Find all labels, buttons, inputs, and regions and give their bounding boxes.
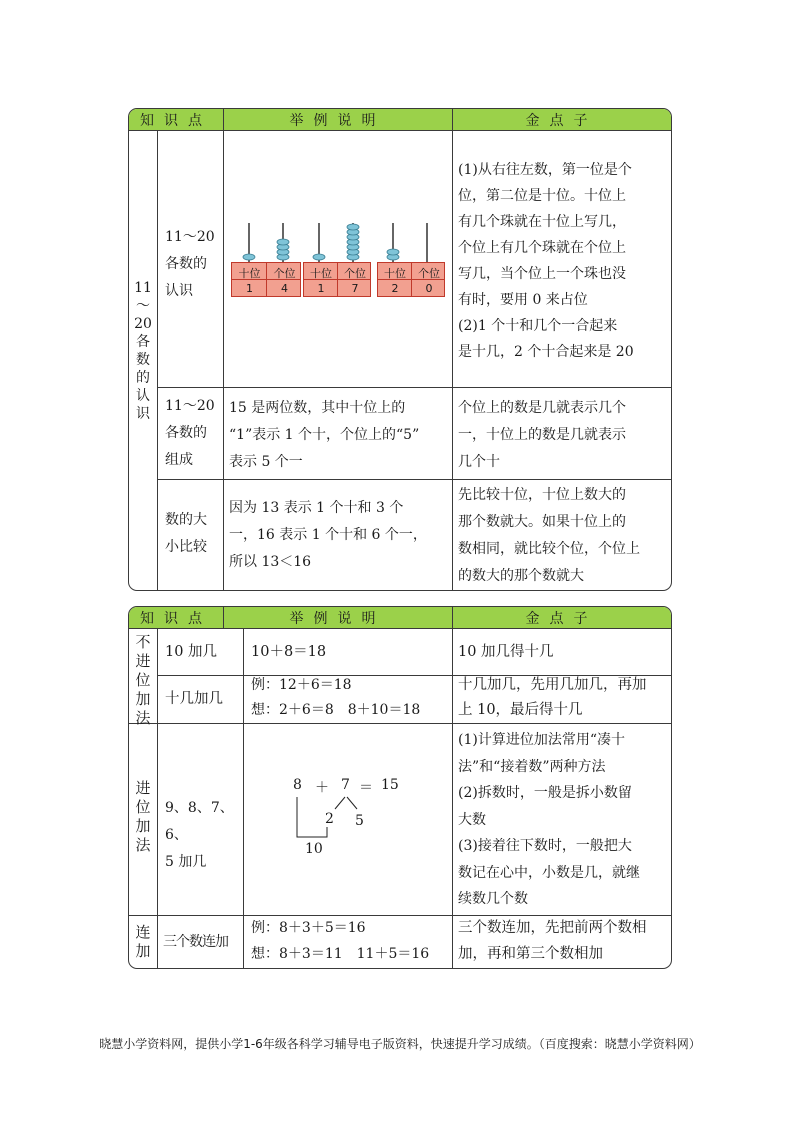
abacus-bead [347,224,359,230]
example-10-plus: 10＋8＝18 [251,644,327,660]
topic-row3: 数的大 小比较 [165,512,207,555]
make-ten-diagram: 8 ＋ 7 ＝ 15 2 5 10 [293,777,399,857]
footer-note: 晓慧小学资料网，提供小学1-6年级各科学习辅导电子版资料，快速提升学习成绩。（百度搜索：晓慧小学资料网） [99,1037,701,1051]
abacus-bead [243,254,255,260]
tip-carry: (1)计算进位加法常用“凑十 法”和“接着数”两种方法 (2)拆数时，一般是拆小数留 大数 (3)接着往下数时，一般把大 数记在心中，小数是几，就继 续数几个数 [458,732,640,907]
header-example-2: 举例说明 [223,607,452,629]
table-addition [128,606,672,969]
header-example: 举例说明 [223,109,452,131]
header-knowledge: 知识点 [129,109,223,131]
place-value-card-14: 十位 个位 1 4 [231,262,301,297]
section-label-no-carry: 不进位加法 [135,633,151,727]
tip-row2: 个位上的数是几就表示几个 一，十位上的数是几就表示 几个十 [458,400,626,470]
tip-10-plus: 10 加几得十几 [458,644,554,660]
header-tip: 金点子 [452,109,671,131]
section-label-chain: 连加 [135,923,151,960]
abacus-bead [277,239,289,245]
tip-teen-plus: 十几加几，先用几加几，再加 上 10，最后得十几 [458,677,647,718]
topic-chain-add: 三个数连加 [163,934,228,950]
example-chain-add: 例：8＋3＋5＝16 想：8＋3＝11 11＋5＝16 [251,920,430,962]
header-tip-2: 金点子 [452,607,671,629]
example-row2: 15 是两位数，其中十位上的 “1”表示 1 个十，个位上的“5” 表示 5 个一 [229,400,420,470]
place-value-card-17: 十位 个位 1 7 [303,262,371,297]
table-place-value [128,108,672,591]
section-label-11-20: 11～20各数的认识 [134,280,152,422]
topic-row1: 11～20 各数的 认识 [165,229,215,299]
tip-row1: (1)从右往左数，第一位是个 位，第二位是十位。十位上 有几个珠就在十位上写几， 个位上有几个珠就在个位上 写几，当个位上一个珠也没 有时，要用 0 来占位 (2)1 个十和几个一合起来 是十几，2 个十合起来是 20 [458,162,634,360]
header-knowledge-2: 知识点 [129,607,223,629]
example-teen-plus: 例：12＋6＝18 想：2＋6＝8 8＋10＝18 [251,677,421,718]
abacus-bead [387,249,399,255]
abacus-illustration [231,217,446,307]
topic-carry: 9、8、7、6、 5 加几 [165,800,234,870]
section-label-carry: 进位加法 [135,779,151,854]
topic-10-plus: 10 加几 [165,644,218,660]
tip-row3: 先比较十位，十位上数大的 那个数就大。如果十位上的 数相同，就比较个位，个位上 的数大的那个数就大 [458,487,640,584]
place-value-card-20: 十位 个位 2 0 [377,262,445,297]
topic-teen-plus: 十几加几 [165,691,223,707]
tip-chain-add: 三个数连加，先把前两个数相 加，再和第三个数相加 [458,920,647,962]
abacus-bead [313,254,325,260]
example-row3: 因为 13 表示 1 个十和 3 个 一，16 表示 1 个十和 6 个一， 所以 13＜16 [229,500,427,570]
topic-row2: 11～20 各数的 组成 [165,398,215,468]
